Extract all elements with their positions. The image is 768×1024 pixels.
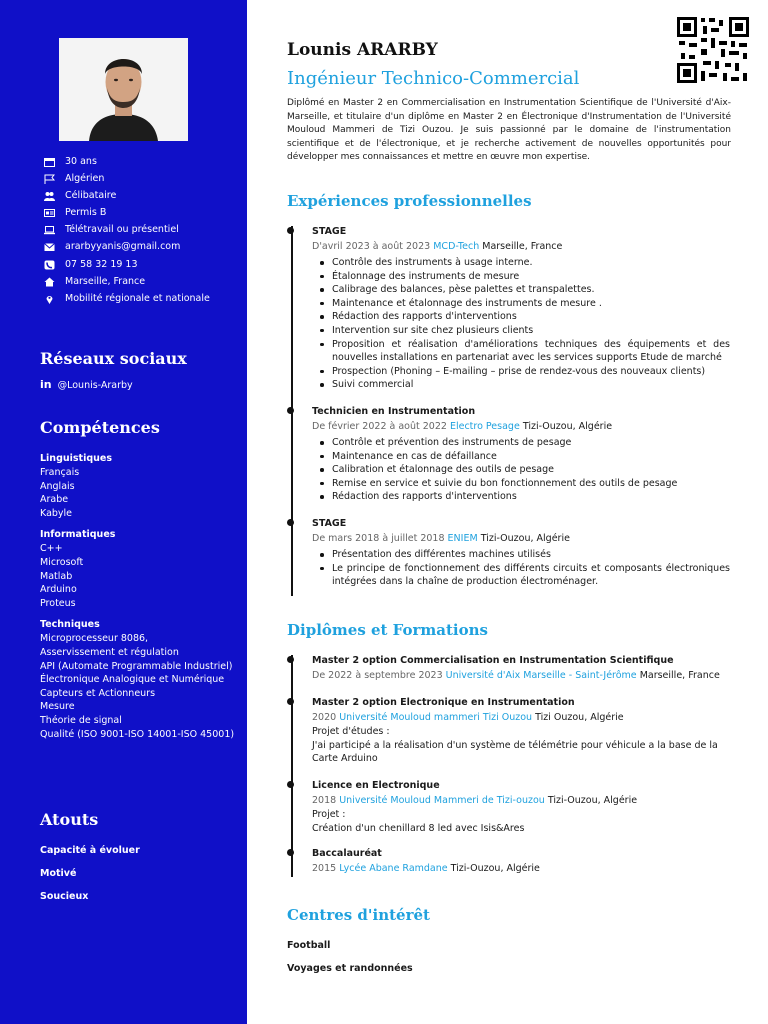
interests-section-title: Centres d'intérêt	[287, 906, 430, 924]
bullet-item: Prospection (Phoning – E-mailing – prise de rendez-vous des nouveaux clients)	[312, 365, 730, 379]
education-place: Marseille, France	[639, 670, 720, 681]
home-icon	[44, 277, 55, 287]
education-entry	[312, 779, 730, 835]
skill-item: Asservissement et régulation	[40, 646, 179, 658]
skill-group-computing	[40, 528, 240, 610]
education-note: Création d'un chenillard 8 led avec Isis&Ares	[312, 822, 525, 834]
experience-bullets	[312, 548, 730, 589]
education-note: J'ai participé a la réalisation d'un système de télémétrie pour véhicule a la base de la Carte Arduino	[312, 739, 718, 765]
atouts-list	[40, 844, 140, 913]
education-section-title: Diplômes et Formations	[287, 621, 488, 639]
laptop-icon	[44, 225, 55, 235]
linkedin-icon: in	[40, 378, 52, 391]
education-dates: De 2022 à septembre 2023	[312, 670, 443, 681]
bullet-item: Intervention sur site chez plusieurs clients	[312, 324, 730, 338]
education-title: Master 2 option Commercialisation en Instrumentation Scientifique	[312, 655, 674, 666]
education-title: Licence en Electronique	[312, 780, 440, 791]
info-mobility-text: Mobilité régionale et nationale	[65, 292, 210, 304]
info-age-text: 30 ans	[65, 156, 97, 167]
bullet-item: Rédaction des rapports d'interventions	[312, 310, 730, 324]
timeline-dot	[287, 849, 294, 856]
id-card-icon	[44, 208, 55, 218]
experience-section-title: Expériences professionnelles	[287, 192, 532, 210]
info-license-text: Permis B	[65, 207, 107, 219]
info-mobility	[44, 292, 239, 306]
bullet-item: Présentation des différentes machines utilisés	[312, 548, 730, 562]
skill-item: C++	[40, 543, 63, 555]
education-place: Tizi-Ouzou, Algérie	[450, 863, 540, 874]
timeline-dot	[287, 698, 294, 705]
experience-entry	[312, 517, 730, 589]
bullet-item: Suivi commercial	[312, 378, 730, 392]
skill-item: Arduino	[40, 584, 77, 596]
skill-item: Électronique Analogique et Numérique	[40, 674, 225, 686]
profile-summary: Diplômé en Master 2 en Commercialisation en Instrumentation Scientifique de l'Université d'Aix-Marseille, et titulaire d'un diplôme en Master 2 en Électronique d'Instrumentation de l'Université Mouloud Mammeri de Tizi Ouzou. Je suis passionné par le domaine de l'instrumentation scientifique et de l'électronique, et je recherche activement de nouvelles opportunités pour développer mes connaissances et mettre en œuvre mon expertise.	[287, 98, 731, 163]
skill-group-languages	[40, 452, 240, 520]
education-dates: 2015	[312, 863, 337, 874]
education-entry	[312, 654, 730, 683]
linkedin-link[interactable]	[40, 378, 133, 391]
education-meta	[312, 711, 730, 725]
calendar-icon	[44, 157, 55, 167]
info-work-mode-text: Télétravail ou présentiel	[65, 224, 179, 236]
info-nationality-text: Algérien	[65, 173, 105, 185]
bullet-item: Le principe de fonctionnement des différents circuits et composants électroniques intégrées dans la chaîne de production électroménager.	[312, 562, 730, 589]
flag-icon	[44, 174, 55, 184]
education-title: Baccalauréat	[312, 848, 382, 859]
skill-group-heading: Informatiques	[40, 529, 116, 541]
atout-item: Soucieux	[40, 891, 89, 902]
atouts-section-title: Atouts	[40, 810, 99, 829]
timeline-dot	[287, 781, 294, 788]
education-meta	[312, 862, 730, 876]
education-timeline-line	[291, 655, 293, 877]
experience-meta	[312, 240, 730, 254]
skill-item: Mesure	[40, 701, 75, 713]
experience-title: STAGE	[312, 518, 347, 529]
bullet-item: Contrôle et prévention des instruments de pesage	[312, 436, 730, 450]
info-status-text: Célibataire	[65, 190, 117, 202]
skill-item: Kabyle	[40, 507, 73, 519]
education-entry	[312, 696, 730, 766]
bullet-item: Calibration et étalonnage des outils de pesage	[312, 463, 730, 477]
sidebar	[0, 0, 247, 1024]
experience-title: Technicien en Instrumentation	[312, 406, 476, 417]
timeline-dot	[287, 519, 294, 526]
education-title: Master 2 option Electronique en Instrumentation	[312, 697, 575, 708]
info-phone-text[interactable]: 07 58 32 19 13	[65, 258, 138, 270]
skill-item: Matlab	[40, 570, 73, 582]
education-note: Projet d'études :	[312, 726, 390, 737]
profile-photo	[59, 38, 188, 141]
skill-item: Français	[40, 467, 80, 478]
qr-code-icon[interactable]	[676, 16, 750, 84]
timeline-dot	[287, 407, 294, 414]
info-status	[44, 189, 239, 203]
interest-item: Voyages et randonnées	[287, 963, 413, 974]
candidate-name: Lounis ARARBY	[287, 40, 438, 60]
experience-entry	[312, 405, 730, 504]
phone-icon	[44, 260, 55, 270]
experience-place: Tizi-Ouzou, Algérie	[522, 421, 613, 432]
education-school-link[interactable]: Université Mouloud Mammeri de Tizi-ouzou	[339, 795, 545, 806]
experience-dates: De mars 2018 à juillet 2018	[312, 533, 445, 544]
skills-section-title: Compétences	[40, 418, 160, 437]
experience-title: STAGE	[312, 226, 347, 237]
bullet-item: Contrôle des instruments à usage interne.	[312, 256, 730, 270]
skill-group-heading: Techniques	[40, 619, 100, 631]
bullet-item: Maintenance et étalonnage des instruments de mesure .	[312, 297, 730, 311]
experience-dates: D'avril 2023 à août 2023	[312, 241, 431, 252]
info-address	[44, 275, 239, 289]
education-note: Projet :	[312, 809, 346, 820]
info-work-mode	[44, 223, 239, 237]
skill-group-heading: Linguistiques	[40, 453, 113, 464]
experience-entry	[312, 225, 730, 392]
people-icon	[44, 191, 55, 201]
education-place: Tizi-Ouzou, Algérie	[547, 795, 638, 806]
skill-item: Proteus	[40, 597, 76, 609]
info-license	[44, 206, 239, 220]
bullet-item: Rédaction des rapports d'interventions	[312, 490, 730, 504]
experience-dates: De février 2022 à août 2022	[312, 421, 447, 432]
experience-meta	[312, 532, 730, 546]
experience-bullets	[312, 436, 730, 504]
skill-item: Capteurs et Actionneurs	[40, 687, 156, 699]
info-address-text: Marseille, France	[65, 275, 146, 287]
info-age	[44, 155, 239, 169]
bullet-item: Remise en service et suivie du bon fonctionnement des outils de pesage	[312, 477, 730, 491]
experience-company-link[interactable]: Electro Pesage	[449, 421, 520, 432]
timeline-dot	[287, 227, 294, 234]
bullet-item: Maintenance en cas de défaillance	[312, 450, 730, 464]
job-title: Ingénieur Technico-Commercial	[287, 68, 580, 89]
envelope-icon	[44, 242, 55, 252]
personal-info-list	[44, 155, 239, 309]
info-nationality	[44, 172, 239, 186]
info-email-text[interactable]: ararbyyanis@gmail.com	[65, 241, 181, 253]
skill-item: API (Automate Programmable Industriel)	[40, 660, 233, 672]
linkedin-handle[interactable]: @Lounis-Ararby	[57, 380, 133, 391]
skills-list	[40, 452, 240, 749]
social-section-title: Réseaux sociaux	[40, 349, 187, 368]
skill-item: Qualité (ISO 9001-ISO 14001-ISO 45001)	[40, 728, 235, 740]
experience-bullets	[312, 256, 730, 392]
timeline-dot	[287, 656, 294, 663]
education-meta	[312, 669, 730, 683]
education-dates: 2020	[312, 712, 337, 723]
skill-item: Microsoft	[40, 556, 84, 568]
experience-meta	[312, 420, 730, 434]
education-meta	[312, 794, 730, 808]
interest-item: Football	[287, 940, 331, 951]
education-entry	[312, 847, 730, 876]
skill-item: Théorie de signal	[40, 714, 122, 726]
bullet-item: Étalonnage des instruments de mesure	[312, 270, 730, 284]
experience-place: Tizi-Ouzou, Algérie	[480, 533, 570, 544]
education-school-link[interactable]: Université d'Aix Marseille - Saint-Jérôme	[445, 670, 637, 681]
education-school-link[interactable]: Lycée Abane Ramdane	[339, 863, 448, 874]
experience-company-link[interactable]: ENIEM	[447, 533, 478, 544]
location-pin-icon	[44, 294, 55, 304]
experience-company-link[interactable]: MCD-Tech	[433, 241, 480, 252]
atout-item: Motivé	[40, 868, 77, 879]
info-email[interactable]	[44, 240, 239, 254]
education-place: Tizi Ouzou, Algérie	[535, 712, 624, 723]
education-dates: 2018	[312, 795, 337, 806]
experience-place: Marseille, France	[482, 241, 563, 252]
education-school-link[interactable]: Université Mouloud mammeri Tizi Ouzou	[339, 712, 533, 723]
bullet-item: Calibrage des balances, pèse palettes et transpalettes.	[312, 283, 730, 297]
bullet-item: Proposition et réalisation d'améliorations techniques des équipements et des nouvelles installations en partenariat avec les services supports Etude de marché	[312, 338, 730, 365]
skill-item: Arabe	[40, 494, 69, 506]
atout-item: Capacité à évoluer	[40, 845, 140, 856]
skill-item: Microprocesseur 8086,	[40, 633, 149, 645]
info-phone[interactable]	[44, 258, 239, 272]
skill-item: Anglais	[40, 480, 75, 492]
skill-group-technical	[40, 618, 240, 741]
